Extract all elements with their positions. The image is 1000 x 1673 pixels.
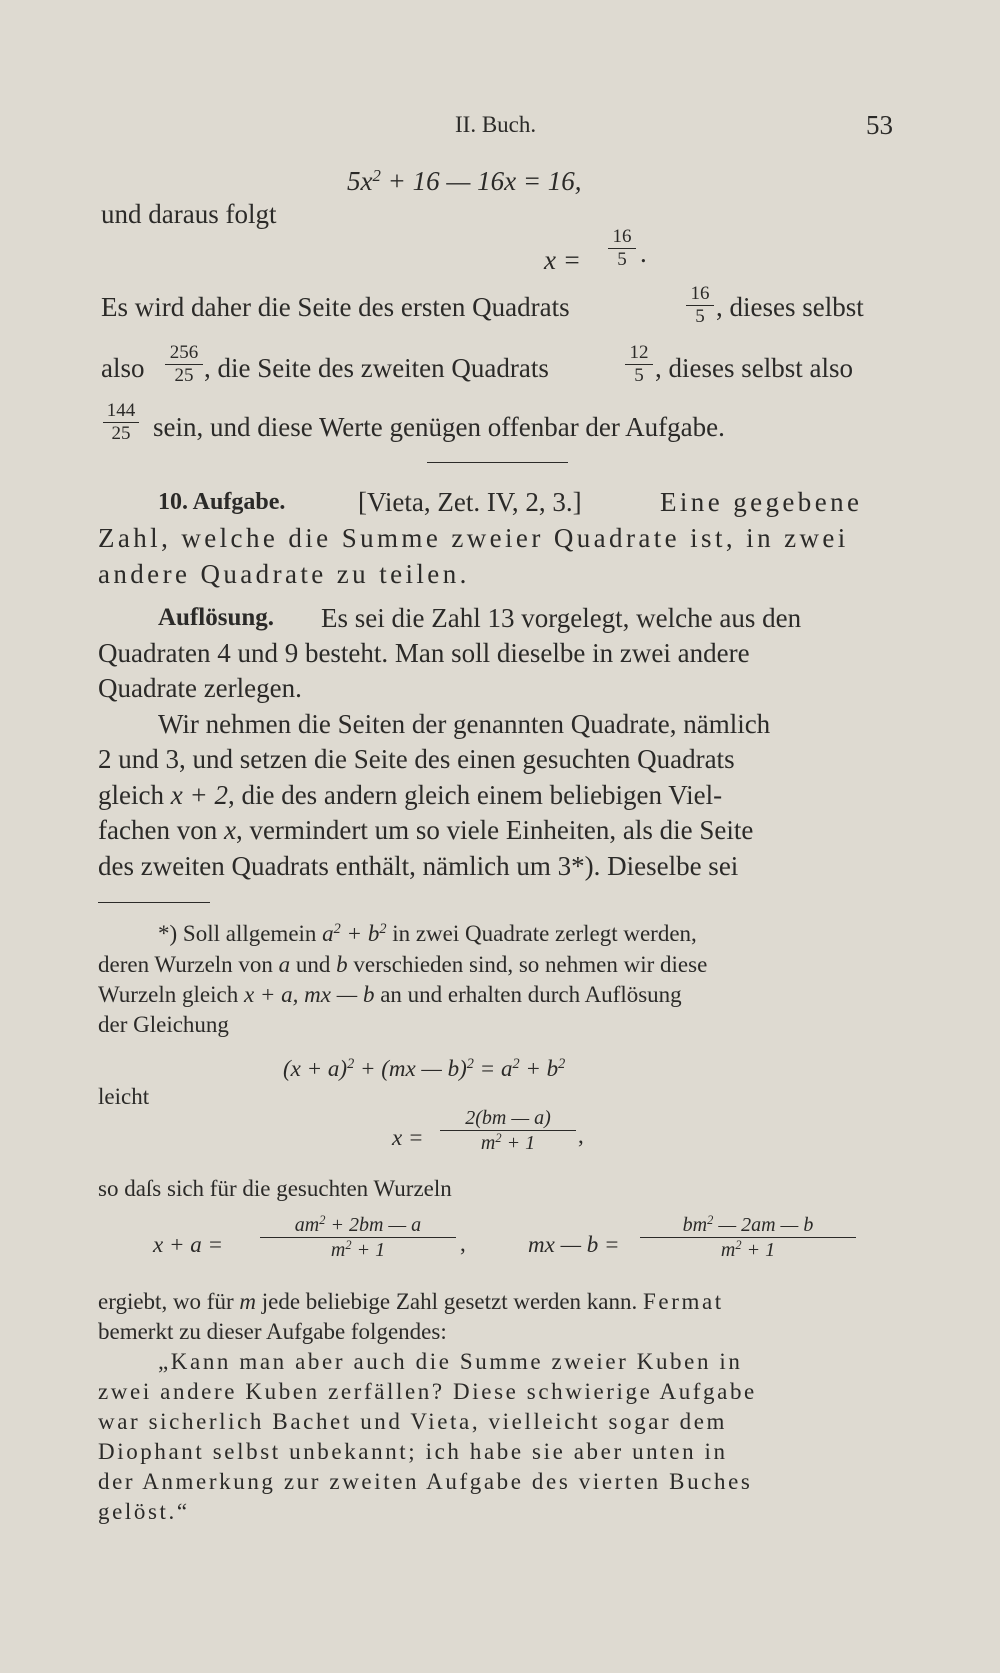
footnote-line1: *) Soll allgemein $a^2 + b^2$ in zwei Quadrate zerlegt werden, [158, 921, 697, 946]
footnote-divider [98, 902, 210, 903]
problem-label: 10. Aufgabe. [158, 489, 286, 515]
fraction-16-5: 16 5 [684, 283, 716, 328]
para1-line3-end: sein, und diese Werte genügen offenbar der Aufgabe. [153, 412, 725, 442]
quote-line4: Diophant selbst unbekannt; ich habe sie aber unten in [98, 1439, 728, 1464]
solution-p2-line5: des zweiten Quadrats enthält, nämlich um 3*). Dieselbe sei [98, 851, 739, 881]
running-title: II. Buch. [455, 112, 537, 137]
fraction-numerator: 16 [612, 226, 632, 247]
fraction-12-5: 12 5 [623, 342, 655, 387]
problem-line2: Zahl, welche die Summe zweier Quadrate ist, in zwei [98, 523, 849, 553]
footnote-equation-c2-lhs: mx — b = [528, 1232, 620, 1257]
footnote-line5: so daſs sich für die gesuchten Wurzeln [98, 1176, 452, 1201]
fraction-denominator: 5 [617, 249, 627, 270]
problem-reference: [Vieta, Zet. IV, 2, 3.] [358, 487, 582, 517]
section-divider [427, 462, 568, 463]
para1-line2-mid: , die Seite des zweiten Quadrats [204, 353, 549, 383]
footnote-equation-c1-lhs: x + a = [153, 1232, 223, 1257]
para1-line1: Es wird daher die Seite des ersten Quadrats [101, 292, 570, 322]
quote-line5: der Anmerkung zur zweiten Aufgabe des vierten Buches [98, 1469, 753, 1494]
solution-p2-line2: 2 und 3, und setzen die Seite des einen gesuchten Quadrats [98, 744, 735, 774]
solution-line2: Quadraten 4 und 9 besteht. Man soll dieselbe in zwei andere [98, 638, 750, 668]
footnote-leicht: leicht [98, 1084, 150, 1109]
footnote-line1-math: $a^2 + b^2$ [322, 921, 387, 946]
footnote-equation-c1-fraction: $am^2 + 2bm$ — a $m^2 + 1$ [258, 1213, 458, 1262]
para1-line1-end: , dieses selbst [716, 292, 864, 322]
lead-text: und daraus folgt [101, 199, 277, 229]
footnote-equation-a: $(x + a)^2 + (mx$ — $b)^2 = a^2 + b^2$ [283, 1056, 566, 1081]
equation-1: $5x^2 + 16$ — 16x = 16, [347, 165, 582, 196]
footnote-equation-b-lhs: x = [392, 1125, 424, 1150]
fraction-256-25: 256 25 [163, 342, 205, 387]
solution-p2-line3: gleich x + 2, die des andern gleich einem beliebigen Viel- [98, 780, 723, 810]
solution-p2-line1: Wir nehmen die Seiten der genannten Quadrate, nämlich [158, 709, 771, 739]
problem-line3: andere Quadrate zu teilen. [98, 559, 470, 589]
footnote-line4: der Gleichung [98, 1012, 229, 1037]
solution-p2-line4: fachen von x, vermindert um so viele Einheiten, als die Seite [98, 815, 754, 845]
footnote-line3: Wurzeln gleich x + a, mx — b an und erhalten durch Auflösung [98, 982, 682, 1007]
footnote-equation-c2-fraction: $bm^2$ — 2am — b $m^2 + 1$ [638, 1213, 858, 1262]
equation-2-end: . [640, 238, 647, 268]
quote-line3: war sicherlich Bachet und Vieta, vielleicht sogar dem [98, 1409, 728, 1434]
fraction-144-25: 144 25 [101, 400, 141, 445]
problem-line1: Eine gegebene [660, 487, 863, 517]
quote-line6: gelöst.“ [98, 1499, 190, 1524]
solution-line3: Quadrate zerlegen. [98, 673, 302, 703]
footnote-line6: ergiebt, wo für m jede beliebige Zahl gesetzt werden kann. Fermat [98, 1289, 724, 1314]
footnote-equation-b-fraction: 2(bm — a) $m^2 + 1$ [438, 1106, 578, 1155]
footnote-equation-c1-end: , [460, 1231, 466, 1256]
solution-label: Auflösung. [158, 604, 275, 631]
quote-line2: zwei andere Kuben zerfällen? Diese schwierige Aufgabe [98, 1379, 757, 1404]
equation-2-fraction [606, 226, 638, 271]
solution-line1: Es sei die Zahl 13 vorgelegt, welche aus den [321, 603, 802, 633]
page-number: 53 [866, 110, 893, 140]
para1-line2-end: , dieses selbst also [655, 353, 853, 383]
para1-line2-start: also [101, 353, 145, 383]
quote-line1: „Kann man aber auch die Summe zweier Kuben in [158, 1349, 743, 1374]
equation-2-lhs: x = [544, 245, 581, 275]
footnote-line2: deren Wurzeln von a und b verschieden sind, so nehmen wir diese [98, 952, 708, 977]
footnote-line7: bemerkt zu dieser Aufgabe folgendes: [98, 1319, 447, 1344]
footnote-equation-b-end: , [578, 1123, 584, 1148]
